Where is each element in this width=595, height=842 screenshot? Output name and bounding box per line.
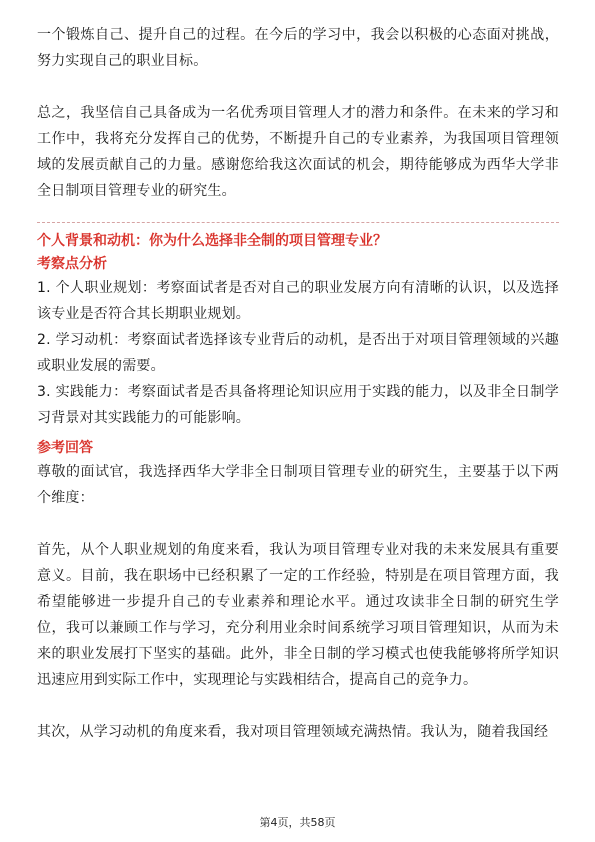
section-divider xyxy=(37,222,559,223)
page-content xyxy=(37,22,559,745)
spacer xyxy=(37,511,559,537)
spacer xyxy=(37,693,559,719)
answer-paragraph-3: 其次，从学习动机的角度来看，我对项目管理领域充满热情。我认为，随着我国经 xyxy=(37,724,549,740)
analysis-item: 2. 学习动机：考察面试者选择该专业背后的动机，是否出于对项目管理领域的兴趣或职业发展的需要。 xyxy=(37,332,559,374)
analysis-list xyxy=(37,275,559,431)
paragraph-top-1: 一个锻炼自己、提升自己的过程。在今后的学习中，我会以积极的心态面对挑战，努力实现自己的职业目标。 xyxy=(37,27,559,69)
answer-paragraph-2: 首先，从个人职业规划的角度来看，我认为项目管理专业对我的未来发展具有重要意义。目前，我在职场中已经积累了一定的工作经验，特别是在项目管理方面，我希望能够进一步提升自己的专业素养和理论水平。通过攻读非全日制的研究生学位，我可以兼顾工作与学习，充分利用业余时间系统学习项目管理知识，从而为未来的职业发展打下坚实的基础。此外，非全日制的学习模式也使我能够将所学知识迅速应用到实际工作中，实现理论与实践相结合，提高自己的竞争力。 xyxy=(37,542,559,688)
analysis-heading: 考察点分析 xyxy=(37,256,107,272)
answer-heading: 参考回答 xyxy=(37,440,93,456)
question-heading: 个人背景和动机：你为什么选择非全制的项目管理专业？ xyxy=(37,233,387,249)
analysis-item: 1. 个人职业规划：考察面试者是否对自己的职业发展方向有清晰的认识，以及选择该专业是否符合其长期职业规划。 xyxy=(37,280,559,322)
spacer xyxy=(37,74,559,100)
paragraph-top-2: 总之，我坚信自己具备成为一名优秀项目管理人才的潜力和条件。在未来的学习和工作中，我将充分发挥自己的优势，不断提升自己的专业素养，为我国项目管理领域的发展贡献自己的力量。感谢您给我这次面试的机会，期待能够成为西华大学非全日制项目管理专业的研究生。 xyxy=(37,105,559,199)
analysis-item: 3. 实践能力：考察面试者是否具备将理论知识应用于实践的能力，以及非全日制学习背景对其实践能力的可能影响。 xyxy=(37,384,559,426)
page-number: 第4页，共58页 xyxy=(259,816,336,829)
answer-paragraph-1: 尊敬的面试官，我选择西华大学非全日制项目管理专业的研究生，主要基于以下两个维度： xyxy=(37,464,559,506)
